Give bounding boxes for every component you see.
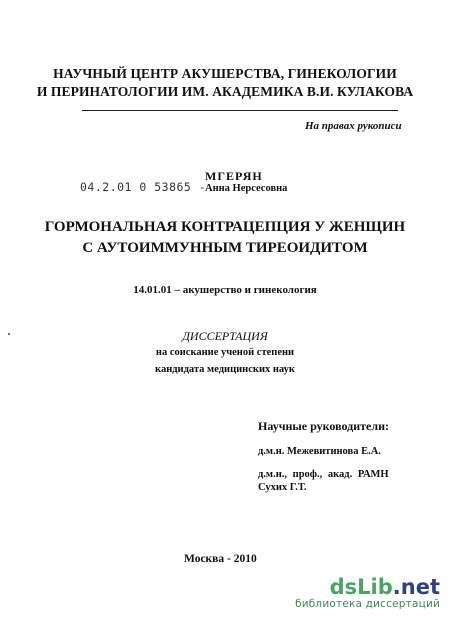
institution-line-1: НАУЧНЫЙ ЦЕНТР АКУШЕРСТВА, ГИНЕКОЛОГИИ <box>53 66 397 81</box>
registration-stamp: 04.2.01 0 53865 - <box>80 180 207 194</box>
author-surname: МГЕРЯН <box>205 169 263 183</box>
degree-line-2: кандидата медицинских наук <box>155 364 295 375</box>
author-full-name: Анна Нерсесовна <box>205 183 288 194</box>
dslib-watermark[interactable] <box>295 576 440 610</box>
header-divider <box>82 110 398 111</box>
logo-part-2: .net <box>392 575 440 599</box>
dissertation-title-line-2: С АУТОИММУННЫМ ТИРЕОИДИТОМ <box>82 240 368 256</box>
watermark-subtitle: библиотека диссертаций <box>295 598 440 610</box>
document-type: ДИССЕРТАЦИЯ <box>182 329 268 343</box>
supervisor-2-credentials: д.м.н., проф., акад. РАМН <box>258 469 389 480</box>
city-year: Москва - 2010 <box>184 553 257 565</box>
institution-line-2: И ПЕРИНАТОЛОГИИ ИМ. АКАДЕМИКА В.И. КУЛАКОВА <box>36 84 414 99</box>
supervisor-1: д.м.н. Межевитинова Е.А. <box>258 446 381 457</box>
dissertation-title-line-1: ГОРМОНАЛЬНАЯ КОНТРАЦЕПЦИЯ У ЖЕНЩИН <box>44 219 406 235</box>
specialty-code: 14.01.01 – акушерство и гинекология <box>133 284 317 296</box>
degree-line-1: на соискание ученой степени <box>155 347 295 358</box>
supervisor-2-name: Сухих Г.Т. <box>258 482 307 493</box>
logo-part-1: dsLib <box>329 575 393 599</box>
supervisors-heading: Научные руководители: <box>258 419 389 433</box>
dslib-logo <box>295 576 440 598</box>
manuscript-rights-note: На правах рукописи <box>305 120 402 132</box>
